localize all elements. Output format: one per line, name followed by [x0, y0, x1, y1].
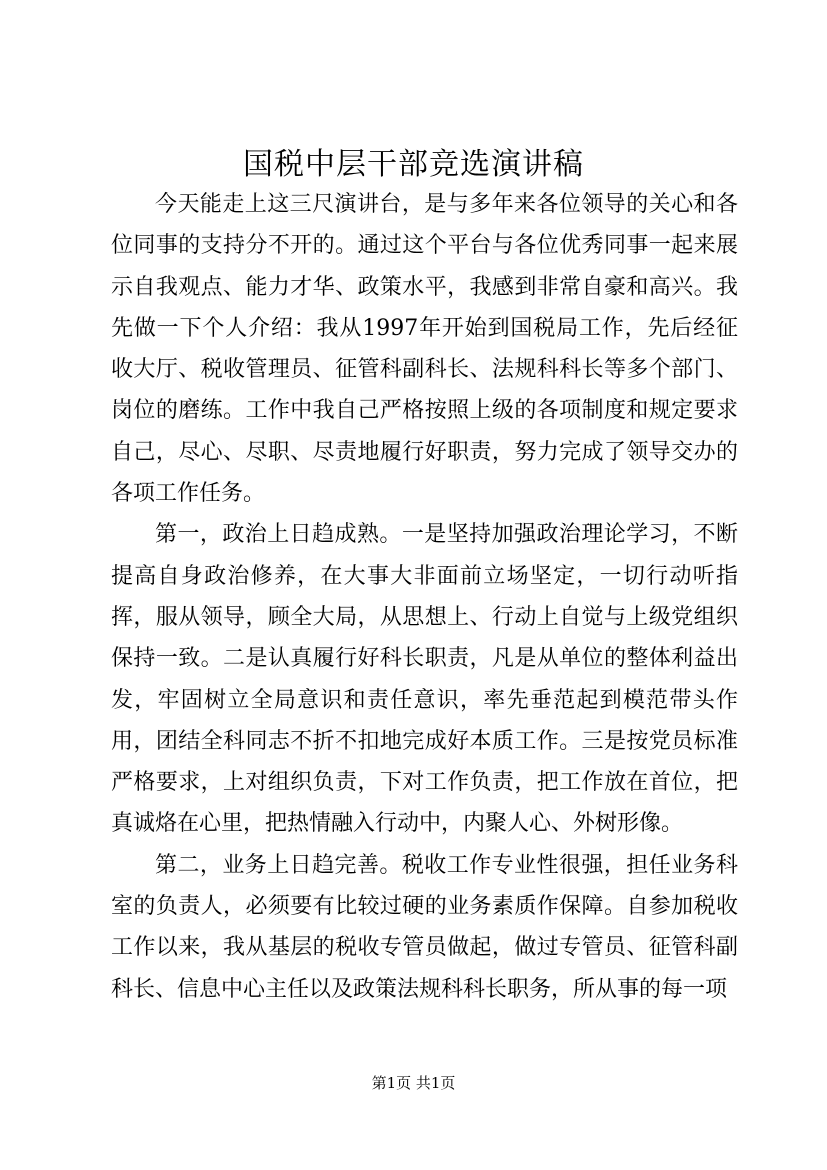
document-body: [111, 184, 738, 1010]
paragraph-introduction: 今天能走上这三尺演讲台，是与多年来各位领导的关心和各位同事的支持分不开的。通过这个平台与各位优秀同事一起来展示自我观点、能力才华、政策水平，我感到非常自豪和高兴。我先做一下个人介绍：我从1997年开始到国税局工作，先后经征收大厅、税收管理员、征管科副科长、法规科科长等多个部门、岗位的磨练。工作中我自己严格按照上级的各项制度和规定要求自己，尽心、尽职、尽责地履行好职责，努力完成了领导交办的各项工作任务。: [111, 192, 738, 507]
paragraph-business: 第二，业务上日趋完善。税收工作专业性很强，担任业务科室的负责人，必须要有比较过硬的业务素质作保障。自参加税收工作以来，我从基层的税收专管员做起，做过专管员、征管科副科长、信息中心主任以及政策法规科科长职务，所从事的每一项: [111, 852, 738, 1002]
paragraph-political: 第一，政治上日趋成熟。一是坚持加强政治理论学习，不断提高自身政治修养，在大事大非面前立场坚定，一切行动听指挥，服从领导，顾全大局，从思想上、行动上自觉与上级党组织保持一致。二是认真履行好科长职责，凡是从单位的整体利益出发，牢固树立全局意识和责任意识，率先垂范起到模范带头作用，团结全科同志不折不扣地完成好本质工作。三是按党员标准严格要求，上对组织负责，下对工作负责，把工作放在首位，把真诚烙在心里，把热情融入行动中，内聚人心、外树形像。: [111, 522, 738, 837]
page-footer: 第1页 共1页: [371, 1074, 456, 1092]
document-title: 国税中层干部竞选演讲稿: [243, 147, 584, 182]
